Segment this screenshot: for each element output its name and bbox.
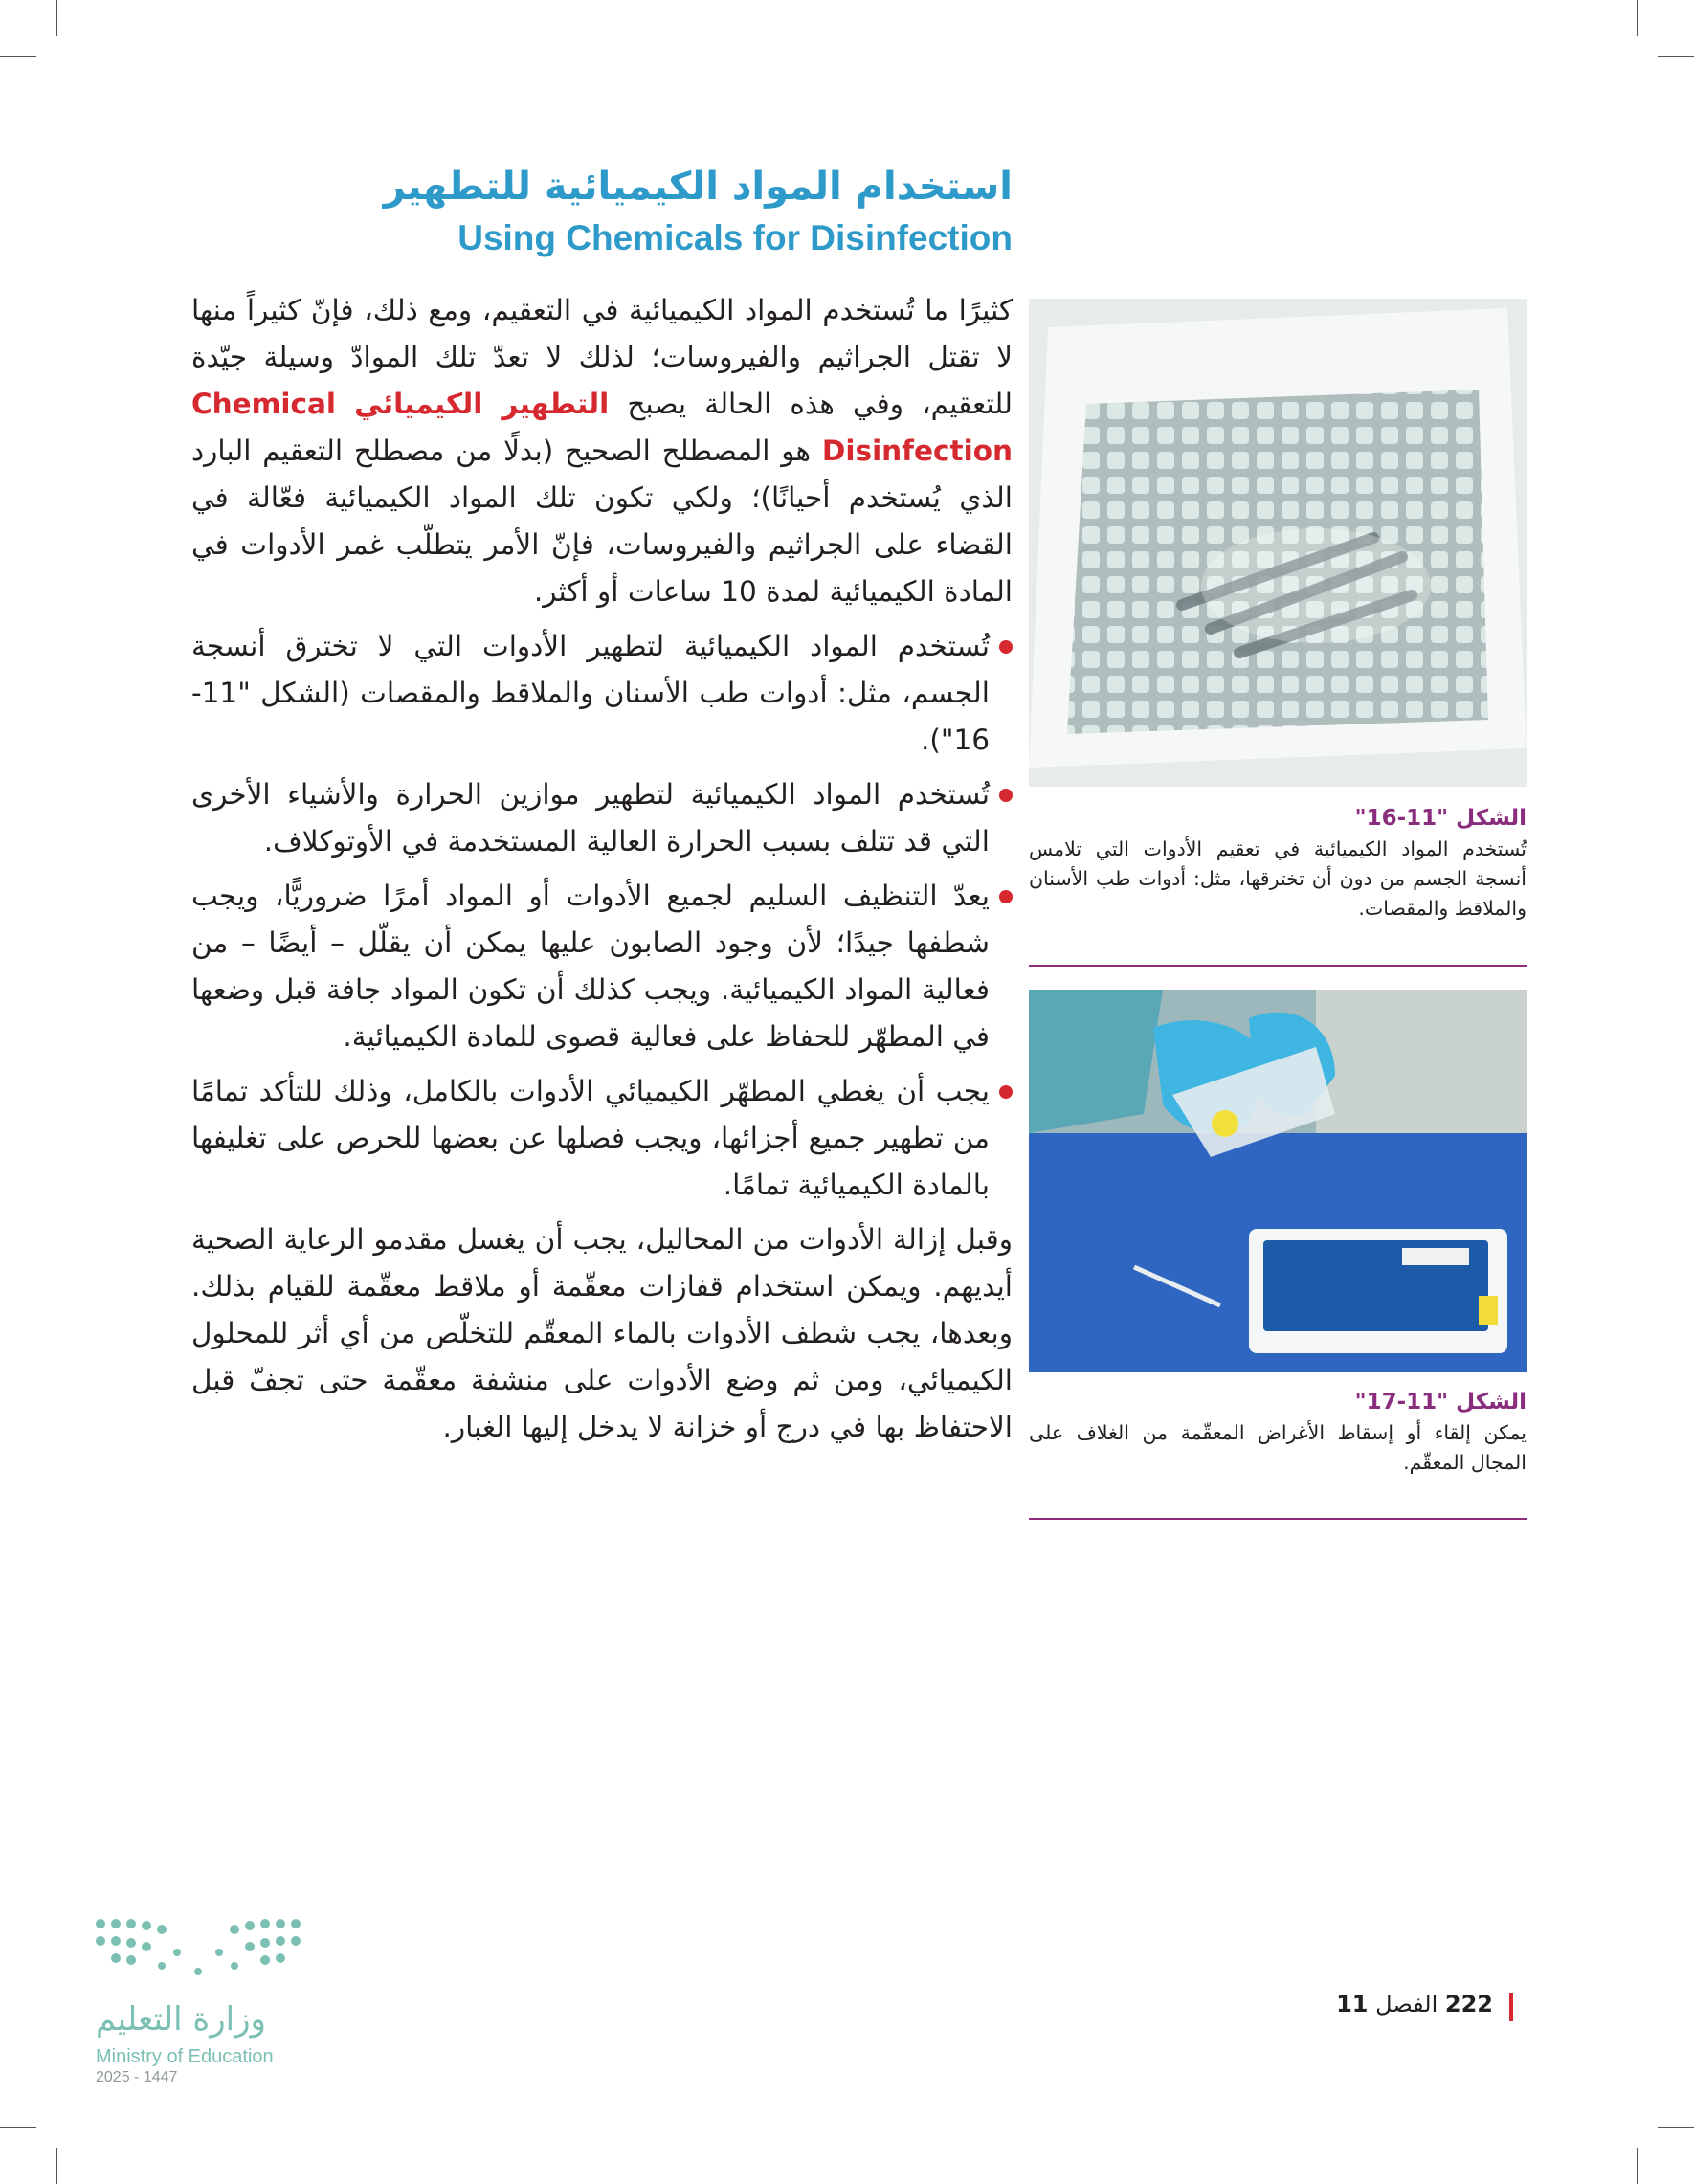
bullet-icon: [999, 1085, 1013, 1099]
crop-mark: [1658, 56, 1694, 57]
section-title-english: Using Chemicals for Disinfection: [457, 218, 1013, 257]
crop-mark: [56, 0, 57, 36]
footer-accent-bar: [1509, 1993, 1513, 2021]
bullet-list: [191, 623, 1013, 1209]
bullet-text: تُستخدم المواد الكيميائية لتطهير موازين الحرارة والأشياء الأخرى التي قد تتلف بسبب الحرارة العالية المستخدمة في الأوتوكلاف.: [191, 778, 990, 858]
ministry-logo-icon: [91, 1914, 321, 2000]
closing-paragraph: وقبل إزالة الأدوات من المحاليل، يجب أن يغسل مقدمو الرعاية الصحية أيديهم. ويمكن استخدام قفازات معقّمة أو ملاقط معقّمة للقيام بذلك. وبعدها، يجب شطف الأدوات بالماء المعقّم للتخلّص من أي أثر للمحلول الكيميائي، ومن ثم وضع الأدوات على منشفة معقّمة حتى تجفّ قبل الاحتفاظ بها في درج أو خزانة لا يدخل إليها الغبار.: [191, 1223, 1013, 1443]
term-english: Chemical Disinfection: [191, 388, 1013, 467]
sterile-tray-illustration: [1029, 990, 1527, 1372]
bullet-icon: [999, 789, 1013, 802]
caption-divider: [1029, 965, 1527, 967]
bullet-text: يعدّ التنظيف السليم لجميع الأدوات أو المواد أمرًا ضروريًّا، ويجب شطفها جيدًا؛ لأن وجود الصابون عليها يمكن أن يقلّل – أيضًا – من فعالية المواد الكيميائية. ويجب كذلك أن تكون المواد جافة قبل وضعها في المطهّر للحفاظ على فعالية قصوى للمادة الكيميائية.: [191, 880, 990, 1053]
crop-mark: [1637, 0, 1638, 36]
bullet-text: يجب أن يغطي المطهّر الكيميائي الأدوات بالكامل، وذلك للتأكد تمامًا من تطهير جميع أجزائها، ويجب فصلها عن بعضها للحرص على تغليفها بالمادة الكيميائية تمامًا.: [191, 1075, 990, 1201]
ministry-name-english: Ministry of Education: [96, 2046, 274, 2067]
list-item: [191, 873, 1013, 1060]
page-footer: [1321, 1991, 1493, 2017]
crop-mark: [1658, 2127, 1694, 2128]
crop-mark: [0, 2127, 36, 2128]
crop-mark: [0, 56, 36, 57]
crop-mark: [1637, 2148, 1638, 2184]
body-text: [191, 287, 1013, 1451]
section-title-arabic: استخدام المواد الكيميائية للتطهير: [383, 165, 1013, 209]
academic-year: 2025 - 1447: [96, 2069, 178, 2085]
chapter-number: 11: [1336, 1991, 1369, 2017]
figure-16-text: تُستخدم المواد الكيميائية في تعقيم الأدوات التي تلامس أنسجة الجسم من دون أن تخترقها، مثل: أدوات طب الأسنان والملاقط والمقصات.: [1029, 837, 1527, 920]
list-item: [191, 1068, 1013, 1209]
bullet-text: تُستخدم المواد الكيميائية لتطهير الأدوات التي لا تخترق أنسجة الجسم، مثل: أدوات طب الأسنان والملاقط والمقصات (الشكل "11-16").: [191, 630, 990, 756]
figure-sterile-tray: [1029, 990, 1527, 1372]
soaking-basket-illustration: [1029, 299, 1527, 787]
intro-part-1: كثيرًا ما تُستخدم المواد الكيميائية في التعقيم، ومع ذلك، فإنّ كثيراً منها لا تقتل الجراثيم والفيروسات؛ لذلك لا تعدّ تلك الموادّ وسيلة جيّدة للتعقيم، وفي هذه الحالة يصبح: [191, 294, 1013, 420]
figure-16-caption: [1029, 802, 1527, 924]
term-arabic: التطهير الكيميائي: [354, 388, 610, 420]
bullet-icon: [999, 890, 1013, 903]
ministry-name-arabic: وزارة التعليم: [96, 2000, 266, 2039]
bullet-icon: [999, 640, 1013, 654]
figure-instruments-soaking: [1029, 299, 1527, 787]
figure-17-label: الشكل "11-17": [1354, 1390, 1527, 1415]
crop-mark: [56, 2148, 57, 2184]
figure-17-caption: [1029, 1386, 1527, 1478]
caption-divider: [1029, 1518, 1527, 1520]
list-item: [191, 771, 1013, 865]
list-item: [191, 623, 1013, 764]
intro-part-2: هو المصطلح الصحيح (بدلًا من مصطلح التعقيم البارد الذي يُستخدم أحيانًا)؛ ولكي تكون تلك المواد الكيميائية فعّالة في القضاء على الجراثيم والفيروسات، فإنّ الأمر يتطلّب غمر الأدوات في المادة الكيميائية لمدة 10 ساعات أو أكثر.: [191, 435, 1013, 608]
intro-paragraph: [191, 287, 1013, 615]
chapter-label: الفصل: [1375, 1991, 1438, 2017]
figure-17-text: يمكن إلقاء أو إسقاط الأغراض المعقّمة من الغلاف على المجال المعقّم.: [1029, 1421, 1527, 1474]
page-number: 222: [1444, 1991, 1493, 2017]
figure-16-label: الشكل "11-16": [1354, 806, 1527, 831]
